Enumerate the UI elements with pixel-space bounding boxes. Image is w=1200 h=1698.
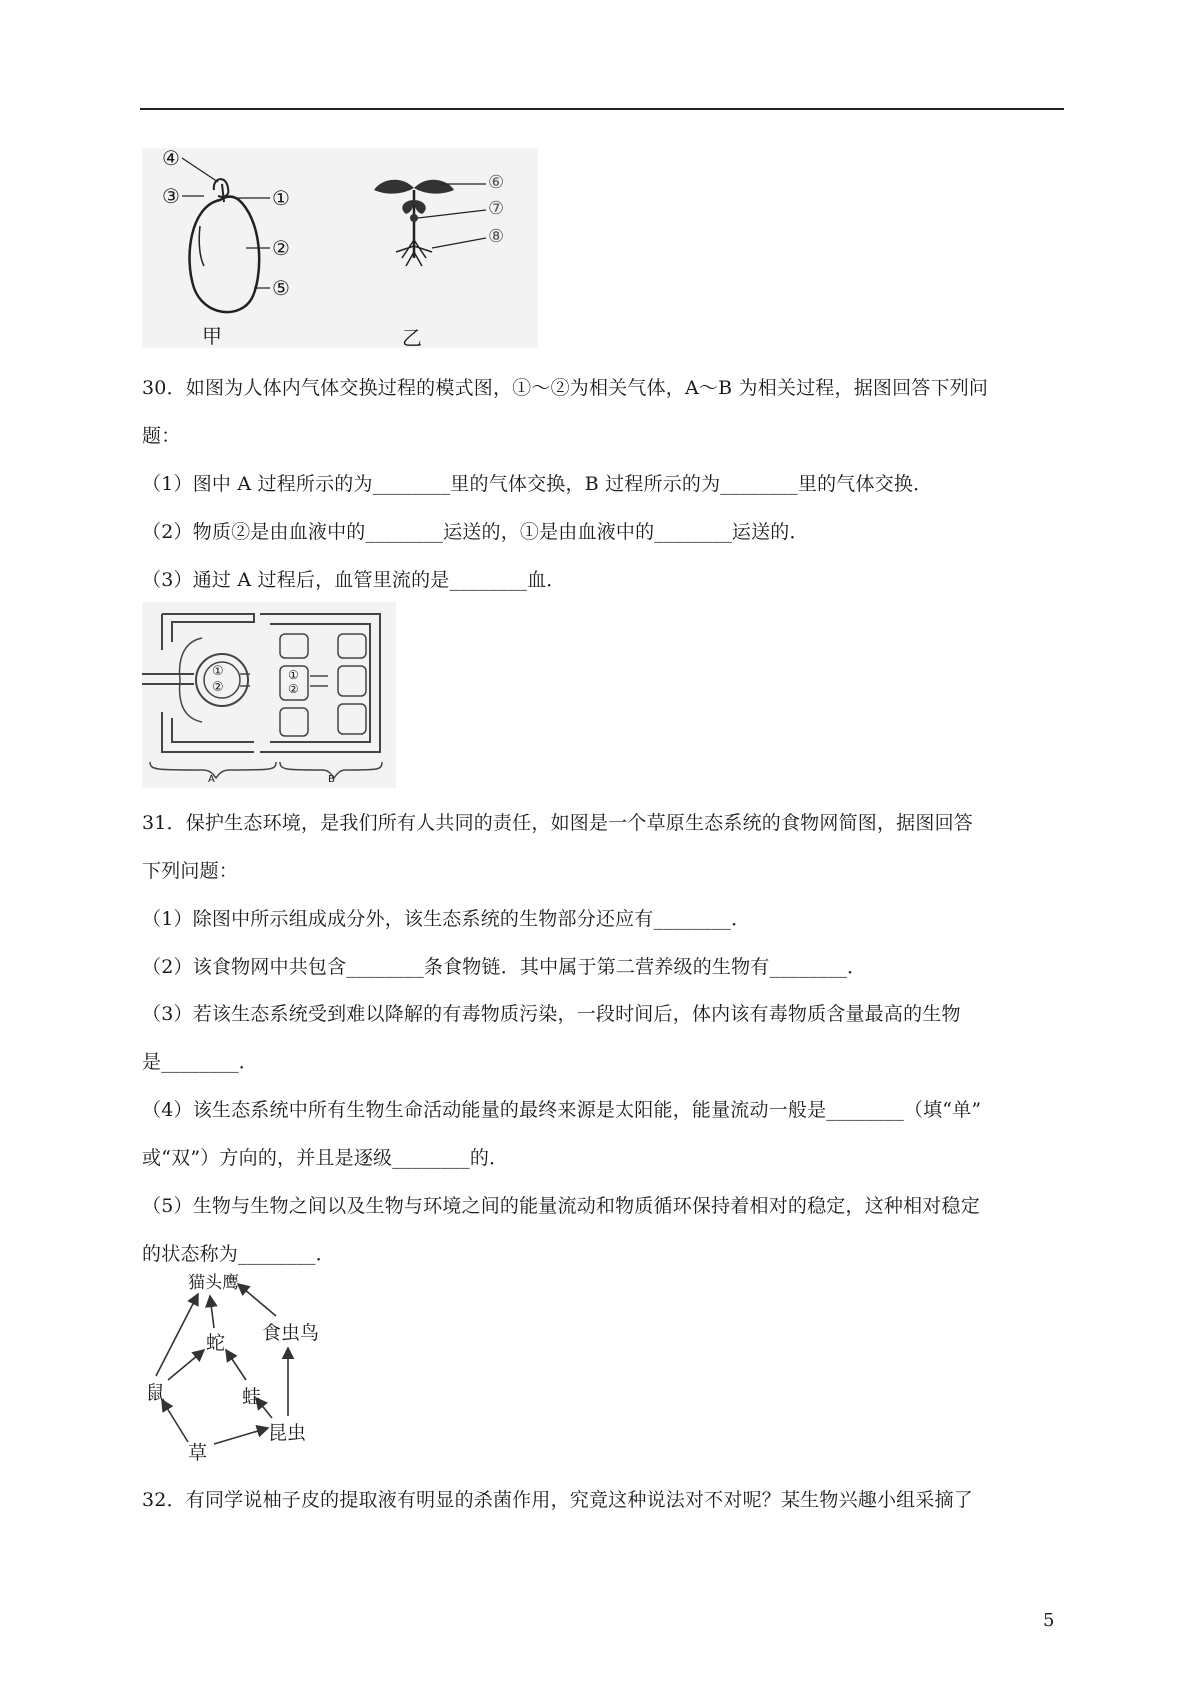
food-web-figure: [142, 1268, 332, 1464]
food-web-bird: 食虫鸟: [262, 1322, 320, 1344]
tissue-mark-2: ②: [288, 682, 299, 696]
q30-line-4: （2）物质②是由血液中的________运送的，①是由血液中的________运送的．: [142, 521, 809, 543]
q31-line-4: （2）该食物网中共包含________条食物链．其中属于第二营养级的生物有________．: [142, 956, 867, 978]
food-web-owl: 猫头鹰: [188, 1273, 239, 1293]
q30-line-1: 30．如图为人体内气体交换过程的模式图，①～②为相关气体，A～B 为相关过程，据图回答下列问: [142, 377, 989, 399]
q30-line-5: （3）通过 A 过程后，血管里流的是________血．: [142, 569, 566, 591]
q31-line-2: 下列问题：: [142, 860, 239, 882]
gas-exchange-drawing: [142, 602, 396, 788]
gas-label-b: B: [328, 774, 335, 785]
q31-line-7: （4）该生态系统中所有生物生命活动能量的最终来源是太阳能，能量流动一般是________（填“单”: [142, 1099, 982, 1121]
seed-figure-drawing: [142, 148, 538, 348]
seed-label-3: ③: [162, 184, 180, 208]
seed-caption-yi: 乙: [402, 326, 422, 350]
seed-label-1: ①: [272, 186, 290, 210]
gas-label-a: A: [208, 774, 215, 785]
q30-line-3: （1）图中 A 过程所示的为________里的气体交换，B 过程所示的为________里的气体交换．: [142, 473, 933, 495]
alveolus-mark-2: ②: [212, 680, 224, 695]
seed-label-2: ②: [272, 236, 290, 260]
header-rule: [140, 108, 1064, 110]
q31-line-9: （5）生物与生物之间以及生物与环境之间的能量流动和物质循环保持着相对的稳定，这种相对稳定: [142, 1195, 980, 1217]
q31-line-1: 31．保护生态环境，是我们所有人共同的责任，如图是一个草原生态系统的食物网简图，据图回答: [142, 812, 973, 834]
q30-line-2: 题：: [142, 425, 181, 447]
seed-figure: [142, 148, 538, 348]
q31-line-10: 的状态称为________．: [142, 1243, 335, 1265]
q31-line-8: 或“双”）方向的，并且是逐级________的．: [142, 1147, 509, 1169]
food-web-grass: 草: [188, 1442, 208, 1464]
food-web-insect: 昆虫: [268, 1422, 307, 1444]
seed-caption-jia: 甲: [202, 324, 222, 348]
alveolus-mark-1: ①: [212, 664, 224, 679]
q32-line-1: 32．有同学说柚子皮的提取液有明显的杀菌作用，究竟这种说法对不对呢？某生物兴趣小组采摘了: [142, 1489, 973, 1511]
q31-line-5: （3）若该生态系统受到难以降解的有毒物质污染，一段时间后，体内该有毒物质含量最高的生物: [142, 1003, 961, 1025]
tissue-mark-1: ①: [288, 668, 299, 682]
seedling-label-6: ⑥: [488, 172, 505, 193]
q31-line-6: 是________．: [142, 1051, 259, 1073]
food-web-frog: 蛙: [242, 1386, 262, 1408]
page-number: 5: [1043, 1610, 1055, 1631]
seed-label-4: ④: [162, 146, 180, 170]
food-web-mouse: 鼠: [146, 1382, 166, 1404]
seedling-label-7: ⑦: [488, 198, 505, 219]
food-web-snake: 蛇: [206, 1332, 226, 1354]
gas-exchange-figure: [142, 602, 396, 788]
seedling-label-8: ⑧: [488, 226, 505, 247]
q31-line-3: （1）除图中所示组成成分外，该生态系统的生物部分还应有________．: [142, 908, 751, 930]
seed-label-5: ⑤: [272, 276, 290, 300]
